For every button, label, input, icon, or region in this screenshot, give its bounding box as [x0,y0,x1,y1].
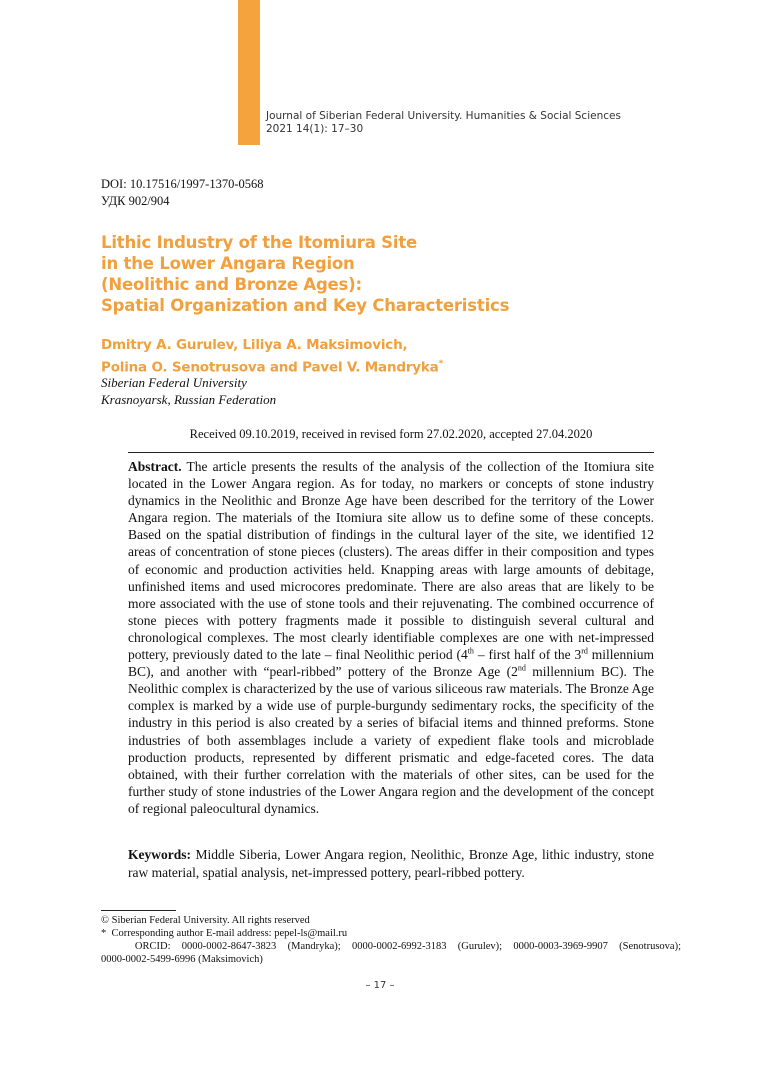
keywords-label: Keywords: [128,847,191,862]
superscript: rd [581,646,588,656]
page-number: – 17 – [365,980,395,991]
title-line: Spatial Organization and Key Characteristics [101,296,510,315]
affiliation-university: Siberian Federal University [101,375,247,390]
article-identifiers [101,176,264,210]
superscript: th [467,646,474,656]
journal-issue: 2021 14(1): 17–30 [266,123,364,135]
keywords [128,846,654,881]
affiliation-location: Krasnoyarsk, Russian Federation [101,392,277,407]
abstract-text: millennium BC). The Neolithic complex is characterized by the use of various siliceous raw materials. The Bronze Age complex is marked by a wide use of purple-burgundy sedimentary rocks, the specificity of the industry in this period is also created by a series of bifacial items and thinned preforms. Stone industries of both assemblages include a variety of expedient flake tools and microblade production products, represented by different prismatic and edge-faceted cores. The data obtained, with their further correlation with the materials of other sites, can be used for the further study of stone industries of the Lower Angara region and the development of the concept of regional paleocultural dynamics. [128,664,654,816]
superscript: nd [517,663,526,673]
udk: УДК 902/904 [101,194,170,208]
doi: DOI: 10.17516/1997-1370-0568 [101,177,264,191]
authors-line: Dmitry A. Gurulev, Liliya A. Maksimovich, [101,337,408,353]
title-line: in the Lower Angara Region [101,254,355,273]
abstract-divider [128,452,654,453]
title-line: (Neolithic and Bronze Ages): [101,275,362,294]
orcid-note-continued: 0000-0002-5499-6996 (Maksimovich) [101,954,263,965]
copyright-note: © Siberian Federal University. All rights reserved [101,915,310,926]
footnote-divider [101,910,176,911]
journal-header [266,110,736,136]
orcid-note: ORCID: 0000-0002-8647-3823 (Mandryka); 0000-0002-6992-3183 (Gurulev); 0000-0003-3969-9907 (Senotrusova); [101,941,682,952]
received-dates: Received 09.10.2019, received in revised form 27.02.2020, accepted 27.04.2020 [189,427,593,441]
article-title [101,232,661,316]
keywords-text: Middle Siberia, Lower Angara region, Neolithic, Bronze Age, lithic industry, stone raw material, spatial analysis, net-impressed pottery, pearl-ribbed pottery. [128,847,654,880]
authors-line-text: Polina O. Senotrusova and Pavel V. Mandryka [101,359,439,376]
abstract-label: Abstract. [128,459,182,474]
corresponding-mark: * [438,359,444,369]
abstract-text: The article presents the results of the analysis of the collection of the Itomiura site located in the Lower Angara region. As for today, no markers or concepts of stone industry dynamics in the Neolithic and Bronze Age have been described for the territory of the Lower Angara region. The materials of the Itomiura site allow us to define some of these concepts. Based on the spatial distribution of findings in the cultural layer of the site, we identified 12 areas of concentration of stone pieces (clusters). The areas differ in their composition and types of economic and production activities held. Knapping areas with large amounts of debitage, unfinished items and used microcores predominate. There are also areas that are likely to be more associated with the use of stone tools and their rejuvenating. The combined occurrence of stone pieces with pottery fragments made it possible to distinguish several cultural and chronological complexes. The most clearly identifiable complexes are one with net-impressed pottery, previously dated to the late – final Neolithic period (4 [128,459,654,663]
header-accent-bar [238,0,260,145]
abstract [128,458,654,817]
journal-title: Journal of Siberian Federal University. Humanities & Social Sciences [266,110,621,122]
corresponding-author-note: * Corresponding author E-mail address: pepel-ls@mail.ru [101,928,348,939]
title-line: Lithic Industry of the Itomiura Site [101,233,417,252]
author-list [101,336,661,378]
affiliation [101,374,276,408]
abstract-text: – first half of the 3 [473,647,582,663]
footnotes [101,914,681,966]
abstract-text: millennium BC), and another with “pearl-ribbed” pottery of the Bronze Age (2 [128,647,655,680]
